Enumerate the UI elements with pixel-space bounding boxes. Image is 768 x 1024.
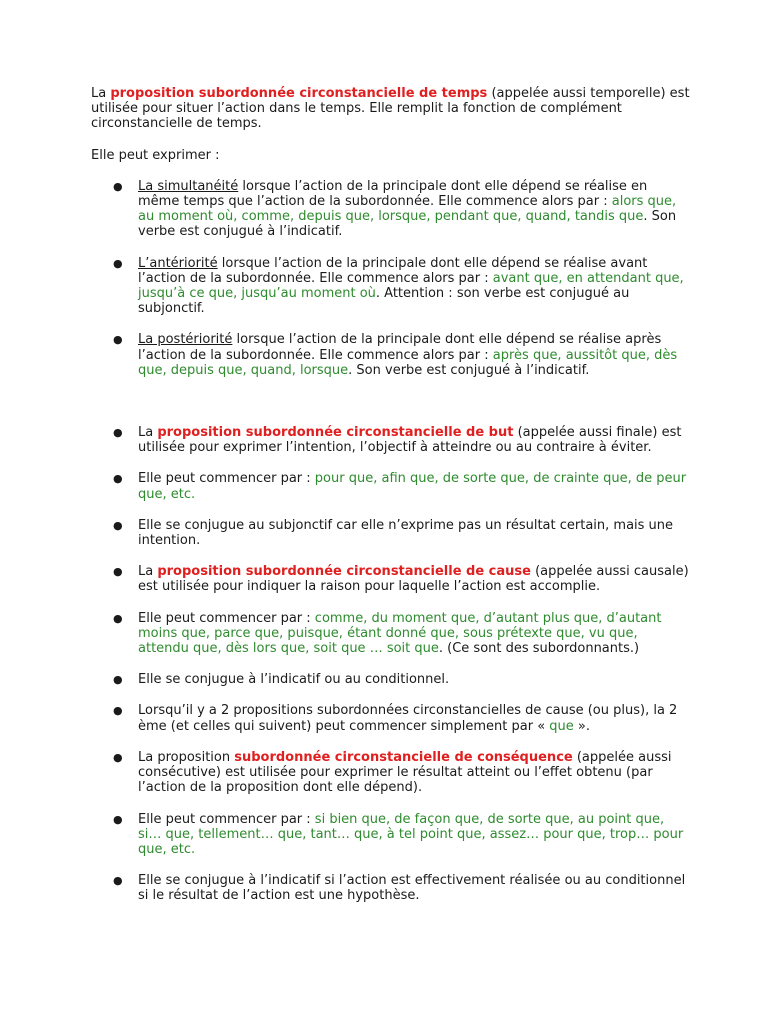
list-item-posteriorite — [91, 332, 691, 378]
item-term: proposition subordonnée circonstancielle de cause — [157, 564, 531, 580]
list-item-simultaneite — [91, 179, 691, 240]
list-item-cause-start — [91, 611, 691, 657]
list-item-but-mood — [91, 518, 691, 548]
bullet-icon: ● — [113, 333, 123, 347]
bullet-icon: ● — [113, 611, 123, 625]
bullet-icon: ● — [113, 673, 123, 687]
list-item-but-intro — [91, 425, 691, 455]
other-list — [91, 425, 691, 903]
item-post: ». — [573, 718, 591, 734]
item-after: . Son verbe est conjugué à l’indicatif. — [348, 362, 590, 378]
item-pre: La — [138, 564, 158, 580]
item-after: . (Ce sont des subordonnants.) — [438, 641, 640, 657]
list-item-cause-multi — [91, 703, 691, 733]
bullet-icon: ● — [113, 812, 123, 826]
bullet-icon: ● — [113, 179, 123, 193]
list-item-cause-intro — [91, 564, 691, 594]
item-term: proposition subordonnée circonstancielle de but — [157, 425, 514, 441]
bullet-icon: ● — [113, 874, 123, 888]
item-post: (appelée aussi finale) est utilisée pour exprimer l’intention, l’objectif à atteindre ou au contraire à éviter. — [138, 425, 682, 456]
item-label: Elle peut commencer par : — [138, 811, 315, 827]
list-item-consequence-intro — [91, 750, 691, 796]
intro-paragraph — [91, 86, 691, 132]
item-conjunctions: après que, aussitôt que, dès que, depuis que, quand, lorsque — [138, 347, 678, 378]
bullet-icon: ● — [113, 565, 123, 579]
item-label: Elle peut commencer par : — [138, 610, 315, 626]
temps-list — [91, 179, 691, 378]
item-term: L’antériorité — [138, 255, 218, 271]
list-item-but-start — [91, 471, 691, 501]
bullet-icon: ● — [113, 472, 123, 486]
list-item-anteriorite — [91, 256, 691, 317]
list-item-cause-mood — [91, 672, 691, 687]
list-item-consequence-start — [91, 812, 691, 858]
item-pre: La proposition — [138, 749, 235, 765]
item-text: Elle se conjugue à l’indicatif ou au conditionnel. — [138, 672, 450, 688]
item-term: La simultanéité — [138, 178, 239, 194]
item-term: subordonnée circonstancielle de conséquence — [234, 749, 573, 765]
list-item-consequence-mood — [91, 873, 691, 903]
item-term: La postériorité — [138, 332, 233, 348]
item-text: lorsque l’action de la principale dont elle dépend se réalise après l’action de la subordonnée. Elle commence alors par : — [138, 332, 662, 363]
item-text: lorsque l’action de la principale dont elle dépend se réalise en même temps que l’action de la subordonnée. Elle commence alors par : — [138, 178, 648, 210]
express-label: Elle peut exprimer : — [91, 147, 220, 163]
item-post: (appelée aussi causale) est utilisée pour indiquer la raison pour laquelle l’action est accomplie. — [138, 564, 689, 595]
item-after: . Attention : son verbe est conjugué au subjonctif. — [138, 286, 630, 317]
document-body — [91, 86, 691, 920]
item-conjunctions: avant que, en attendant que, jusqu’à ce que, jusqu’au moment où — [138, 270, 684, 302]
bullet-icon: ● — [113, 518, 123, 532]
item-pre: La — [138, 425, 158, 441]
item-conjunctions: pour que, afin que, de sorte que, de crainte que, de peur que, etc. — [138, 471, 687, 502]
item-text: Elle se conjugue à l’indicatif si l’action est effectivement réalisée ou au conditionnel si le résultat de l’action est une hypothèse. — [138, 873, 686, 904]
intro-term: proposition subordonnée circonstancielle de temps — [110, 86, 488, 101]
bullet-icon: ● — [113, 426, 123, 440]
section-spacer — [91, 394, 691, 425]
item-conjunctions: que — [549, 718, 574, 734]
item-conjunctions: alors que, au moment où, comme, depuis que, lorsque, pendant que, quand, tandis que — [138, 194, 677, 225]
intro-post: (appelée aussi temporelle) est utilisée pour situer l’action dans le temps. Elle remplit la fonction de complément circonstancielle de temps. — [91, 86, 690, 132]
intro-pre: La — [91, 86, 111, 101]
bullet-icon: ● — [113, 750, 123, 764]
item-conjunctions: si bien que, de façon que, de sorte que, au point que, si… que, tellement… que, tant… que, à tel point que, assez… pour que, trop… pour que, etc. — [138, 811, 684, 857]
item-text: lorsque l’action de la principale dont elle dépend se réalise avant l’action de la subordonnée. Elle commence alors par : — [138, 255, 648, 286]
item-after: . Son verbe est conjugué à l’indicatif. — [138, 209, 677, 240]
item-label: Elle peut commencer par : — [138, 471, 315, 487]
item-pre: Lorsqu’il y a 2 propositions subordonnées circonstancielles de cause (ou plus), la 2 ème (et celles qui suivent) peut commencer simplement par « — [138, 703, 678, 734]
item-conjunctions: comme, du moment que, d’autant plus que, d’autant moins que, parce que, puisque, étant donné que, sous prétexte que, vu que, attendu que, dès lors que, soit que … soit que — [138, 610, 662, 657]
bullet-icon: ● — [113, 256, 123, 270]
item-text: Elle se conjugue au subjonctif car elle n’exprime pas un résultat certain, mais une intention. — [138, 517, 674, 549]
item-post: (appelée aussi consécutive) est utilisée pour exprimer le résultat atteint ou l’effet obtenu (par l’action de la proposition dont elle dépend). — [138, 749, 672, 796]
bullet-icon: ● — [113, 704, 123, 718]
